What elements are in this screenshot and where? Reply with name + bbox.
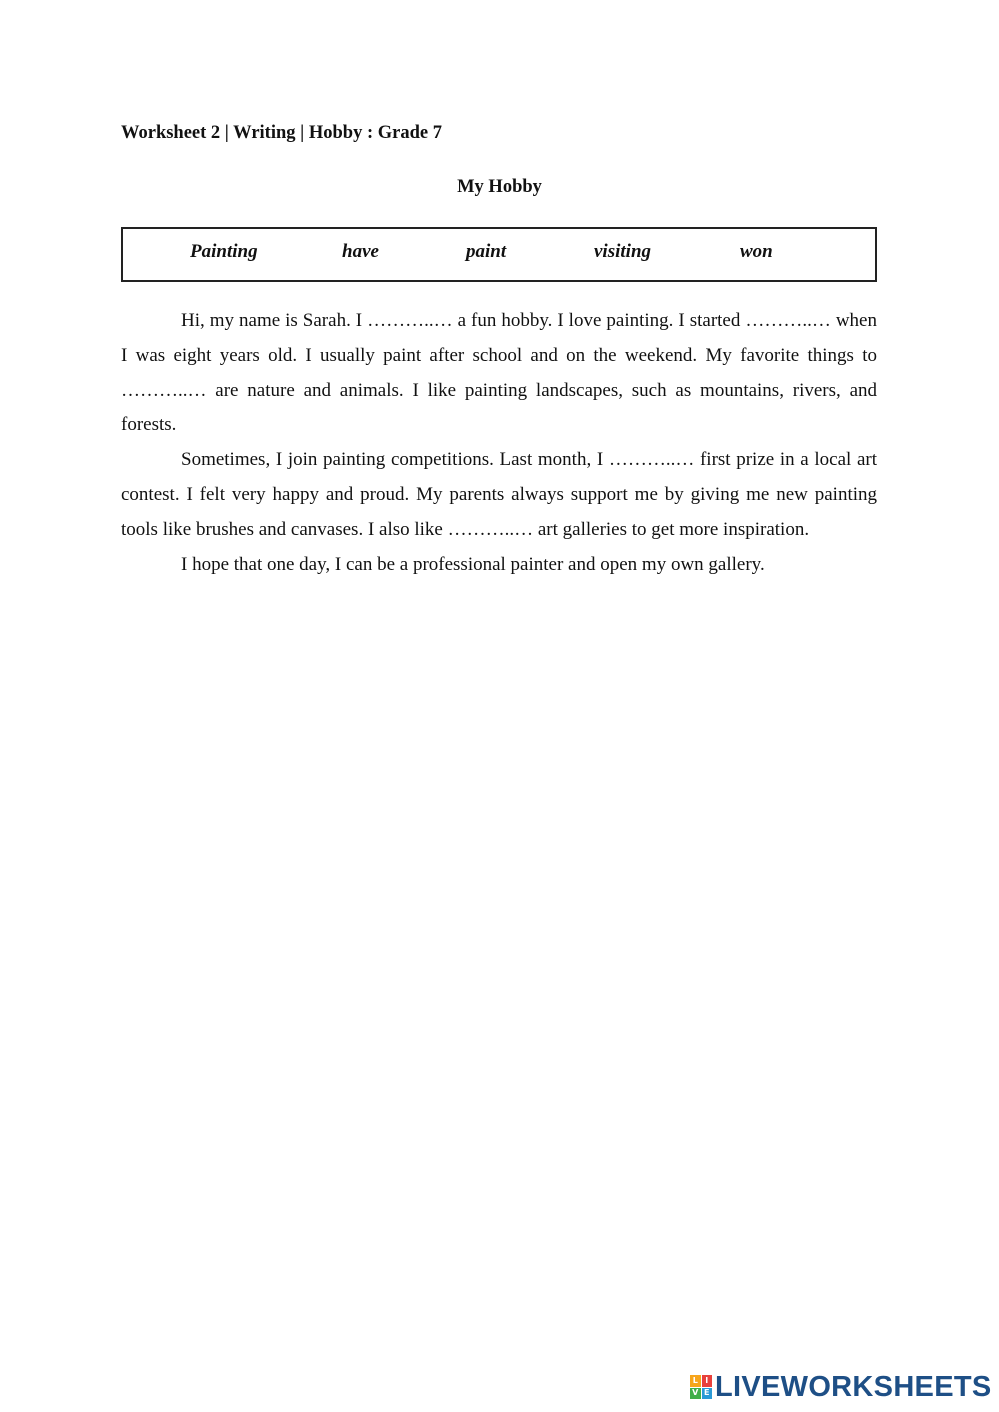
passage-paragraph: Hi, my name is Sarah. I ………..… a fun hobby. I love painting. I started ………..… when I was eight years old. I usually paint after school and on the weekend. My favorite things to ………..… are nature and animals. I like painting landscapes, such as mountains, rivers, and forests. [121,310,877,436]
word-bank-item: Painting [190,241,258,262]
word-bank-item: paint [466,241,507,262]
page-title: My Hobby [457,177,542,197]
logo-text: LIVEWORKSHEETS [715,1371,992,1403]
passage-paragraph: I hope that one day, I can be a professional painter and open my own gallery. [181,553,765,575]
worksheet-header: Worksheet 2 | Writing | Hobby : Grade 7 [121,123,442,143]
word-bank-item: visiting [594,241,652,262]
logo-icon [690,1375,712,1399]
logo-tile-i: I [702,1375,713,1387]
word-bank [121,227,877,282]
logo-tile-l: L [690,1375,701,1387]
logo-tile-v: V [690,1388,701,1400]
reading-passage [121,304,877,582]
liveworksheets-logo [690,1372,992,1402]
passage-paragraph: Sometimes, I join painting competitions. Last month, I ………..… first prize in a local art contest. I felt very happy and proud. My parents always support me by giving me new painting tools like brushes and canvases. I also like ………..… art galleries to get more inspiration. [121,449,877,540]
word-bank-item: won [740,241,773,262]
word-bank-item: have [342,241,379,262]
logo-tile-e: E [702,1388,713,1400]
